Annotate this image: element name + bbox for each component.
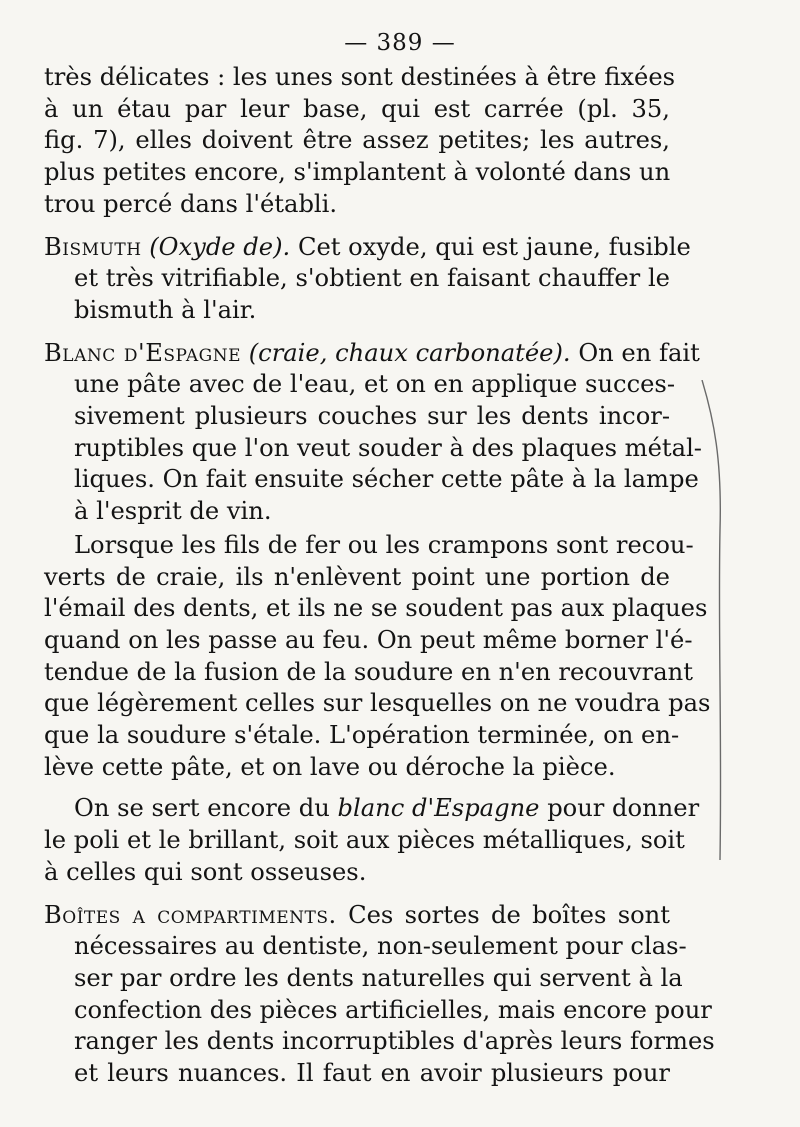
text-line: nécessaires au dentiste, non-seulement pour clas- (74, 932, 687, 961)
text-line: ruptibles que l'on veut souder à des plaques métal- (74, 433, 702, 462)
page-body (44, 62, 715, 1101)
text-line: à celles qui sont osseuses. (44, 857, 367, 886)
text-line: et très vitrifiable, s'obtient en faisant chauffer le (74, 264, 670, 293)
text-line: ser par ordre les dents naturelles qui servent à la (74, 963, 683, 992)
entry-term: Blanc d'Espagne (44, 338, 242, 367)
text-line: On en fait (578, 338, 700, 367)
text-line: que la soudure s'étale. L'opération terminée, on en- (44, 721, 680, 750)
margin-pencil-mark (698, 380, 728, 860)
text-line: à l'esprit de vin. (74, 497, 272, 526)
entry-term: Bismuth (44, 232, 142, 261)
text-fragment: On se sert encore du (74, 794, 330, 823)
entry-term: Boîtes a compartiments. (44, 900, 337, 929)
text-fragment: pour donner (547, 794, 700, 823)
text-line: fig. 7), elles doivent être assez petites; les autres, (44, 126, 670, 155)
text-line: plus petites encore, s'implantent à volonté dans un (44, 158, 671, 187)
entry-blanc-d-espagne (44, 338, 711, 889)
emphasis: blanc d'Espagne (337, 794, 540, 823)
text-line: Ces sortes de boîtes sont (348, 900, 670, 929)
text-line: verts de craie, ils n'enlèvent point une portion de (44, 562, 670, 591)
paragraph-intro (44, 62, 676, 221)
entry-first-line (44, 900, 670, 932)
text-line: Cet oxyde, qui est jaune, fusible (297, 232, 691, 261)
text-line: sivement plusieurs couches sur les dents incor- (74, 402, 670, 431)
text-line: confection des pièces artificielles, mais encore pour (74, 995, 712, 1024)
text-line: Lorsque les fils de fer ou les crampons sont recou- (74, 530, 694, 559)
text-line: trou percé dans l'établi. (44, 189, 338, 218)
text-line: très délicates : les unes sont destinées à être fixées (44, 63, 676, 91)
entry-boites-a-compartiments (44, 900, 715, 1090)
text-line: le poli et le brillant, soit aux pièces métalliques, soit (44, 826, 685, 855)
entry-parenthetical: (craie, chaux carbonatée). (248, 338, 571, 367)
entry-bismuth (44, 232, 691, 327)
text-line: liques. On fait ensuite sécher cette pâte à la lampe (74, 465, 699, 494)
text-line: tendue de la fusion de la soudure en n'en recouvrant (44, 657, 693, 686)
page-number: — 389 — (344, 30, 456, 56)
text-line: et leurs nuances. Il faut en avoir plusieurs pour (74, 1059, 670, 1088)
entry-parenthetical: (Oxyde de). (149, 232, 291, 261)
text-line (44, 793, 700, 825)
entry-first-line (44, 232, 691, 264)
text-line: à un étau par leur base, qui est carrée (pl. 35, (44, 94, 670, 123)
text-line: une pâte avec de l'eau, et on en applique succes- (74, 370, 676, 399)
text-line: l'émail des dents, et ils ne se soudent pas aux plaques (44, 594, 708, 623)
text-line: bismuth à l'air. (74, 295, 257, 324)
text-line: que légèrement celles sur lesquelles on ne voudra pas (44, 689, 711, 718)
text-line: lève cette pâte, et on lave ou déroche la pièce. (44, 752, 616, 781)
text-line: quand on les passe au feu. On peut même borner l'é- (44, 625, 693, 654)
entry-first-line (44, 338, 700, 370)
text-line: ranger les dents incorruptibles d'après leurs formes (74, 1027, 715, 1056)
